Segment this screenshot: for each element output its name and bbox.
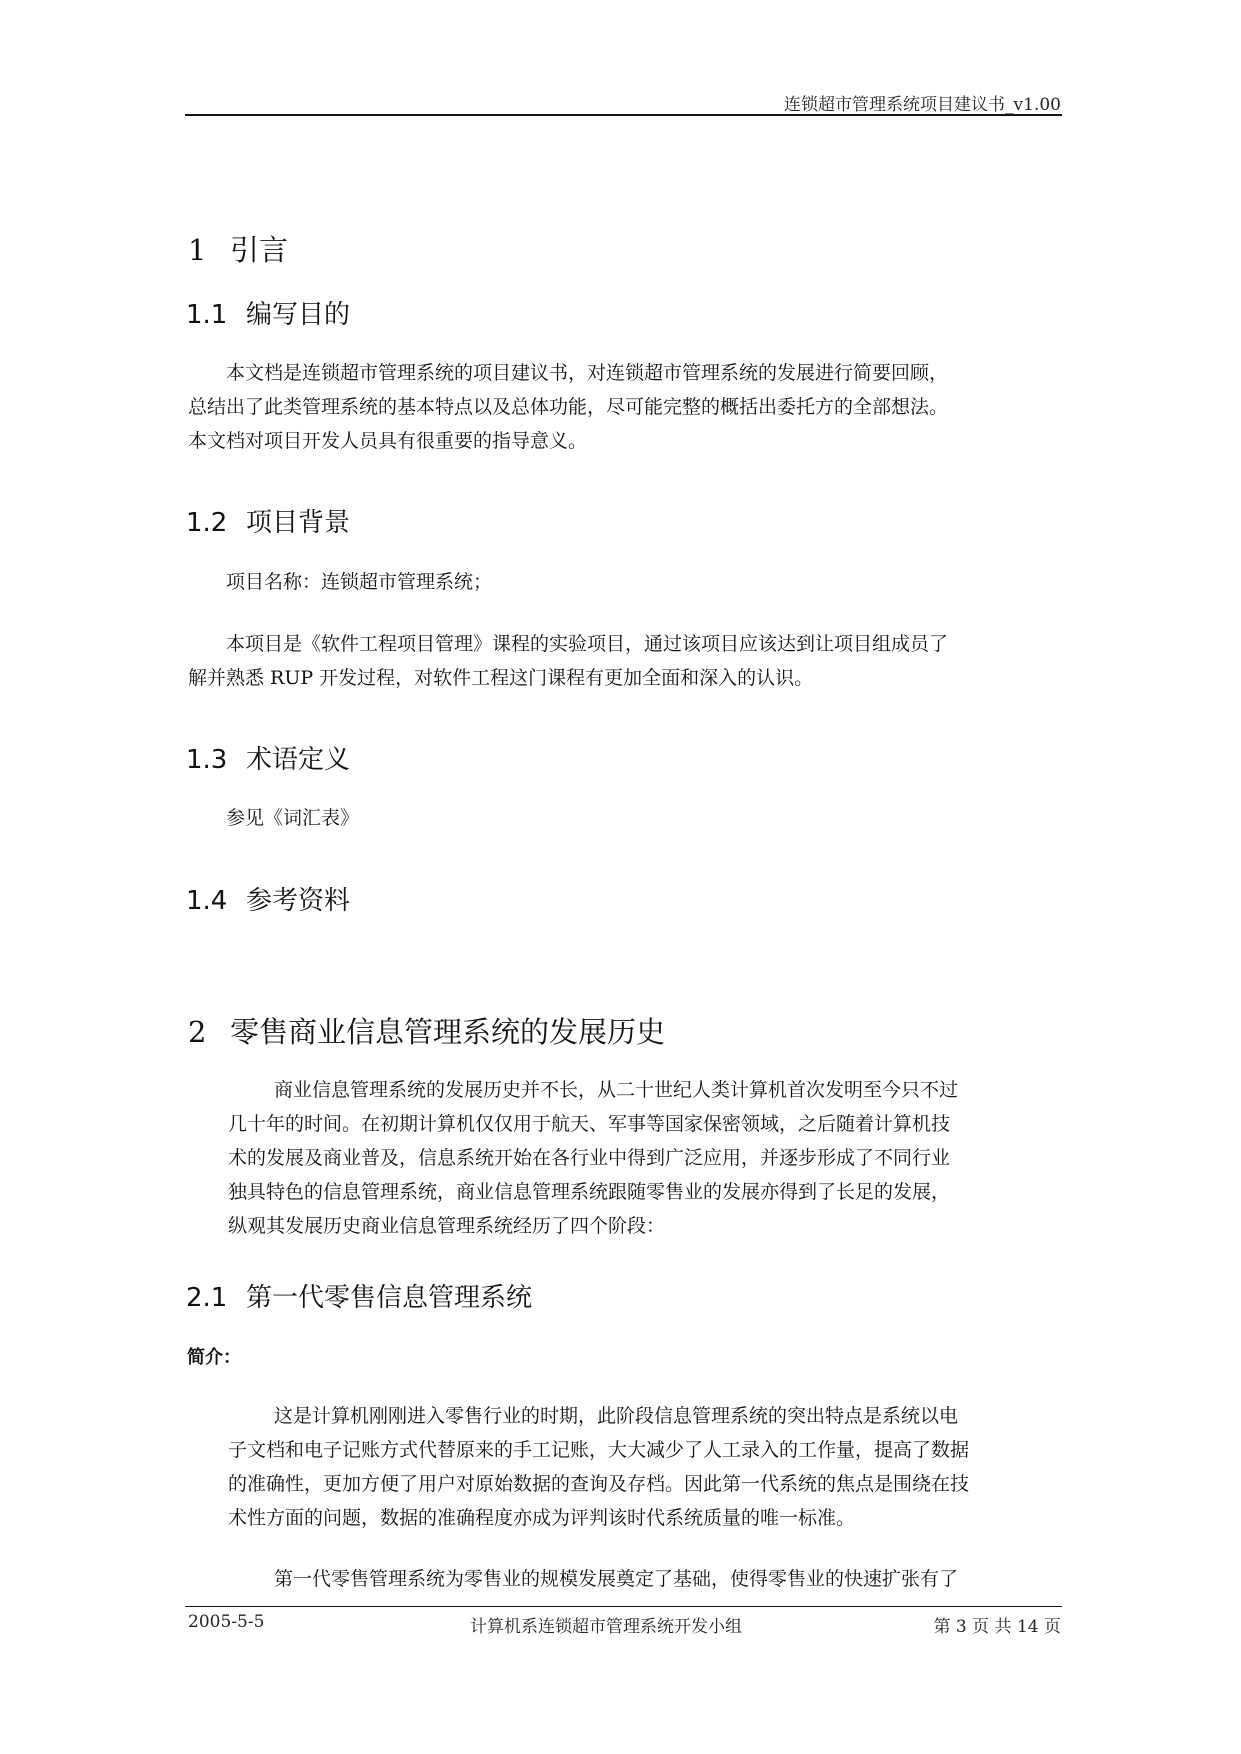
section-1-2-heading xyxy=(186,502,350,539)
section-number: 2 xyxy=(188,1015,207,1049)
section-1-4-heading xyxy=(186,880,350,917)
section-title: 术语定义 xyxy=(246,745,351,775)
section-number: 1 xyxy=(188,233,207,267)
footer-divider xyxy=(185,1606,1062,1607)
project-name-line: 项目名称：连锁超市管理系统； xyxy=(226,571,493,593)
footer-page-number: 第 3 页 共 14 页 xyxy=(933,1617,1061,1637)
section-number: 1.3 xyxy=(186,745,228,775)
section-2-1-heading xyxy=(186,1277,532,1314)
section-title: 第一代零售信息管理系统 xyxy=(246,1283,533,1313)
paragraph-line: 术的发展及商业普及，信息系统开始在各行业中得到广泛应用，并逐步形成了不同行业 xyxy=(228,1147,951,1169)
paragraph-line: 这是计算机刚刚进入零售行业的时期，此阶段信息管理系统的突出特点是系统以电 xyxy=(274,1405,959,1427)
section-number: 1.1 xyxy=(186,300,228,330)
section-title: 参考资料 xyxy=(246,886,351,916)
section-number: 1.4 xyxy=(186,886,228,916)
paragraph-line: 独具特色的信息管理系统，商业信息管理系统跟随零售业的发展亦得到了长足的发展， xyxy=(228,1181,951,1203)
header-divider xyxy=(185,114,1062,116)
section-title: 引言 xyxy=(230,233,289,267)
paragraph-line: 的准确性，更加方便了用户对原始数据的查询及存档。因此第一代系统的焦点是围绕在技 xyxy=(228,1473,970,1495)
section-1-3-heading xyxy=(186,739,350,776)
section-title: 项目背景 xyxy=(246,508,351,538)
paragraph-line: 本文档是连锁超市管理系统的项目建议书，对连锁超市管理系统的发展进行简要回顾， xyxy=(226,362,949,384)
paragraph-line: 子文档和电子记账方式代替原来的手工记账，大大减少了人工录入的工作量，提高了数据 xyxy=(228,1439,970,1461)
section-number: 1.2 xyxy=(186,508,228,538)
intro-label: 简介： xyxy=(187,1347,241,1368)
section-2-1-last-line: 第一代零售管理系统为零售业的规模发展奠定了基础，使得零售业的快速扩张有了 xyxy=(274,1568,959,1590)
section-1-1-paragraph xyxy=(188,356,948,458)
paragraph-line: 纵观其发展历史商业信息管理系统经历了四个阶段： xyxy=(228,1215,666,1237)
paragraph-line: 总结出了此类管理系统的基本特点以及总体功能，尽可能完整的概括出委托方的全部想法。 xyxy=(188,396,949,418)
paragraph-line: 术性方面的问题，数据的准确程度亦成为评判该时代系统质量的唯一标准。 xyxy=(228,1507,856,1529)
section-1-2-paragraph xyxy=(188,627,948,695)
footer-date: 2005-5-5 xyxy=(188,1612,265,1632)
paragraph-line: 本项目是《软件工程项目管理》课程的实验项目，通过该项目应该达到让项目组成员了 xyxy=(226,633,949,655)
paragraph-line: 本文档对项目开发人员具有很重要的指导意义。 xyxy=(188,430,588,452)
section-title: 零售商业信息管理系统的发展历史 xyxy=(230,1015,666,1049)
section-1-heading xyxy=(188,228,288,269)
section-2-heading xyxy=(188,1010,665,1051)
section-number: 2.1 xyxy=(186,1283,228,1313)
paragraph-line: 解并熟悉 RUP 开发过程，对软件工程这门课程有更加全面和深入的认识。 xyxy=(188,667,814,689)
section-1-1-heading xyxy=(186,294,350,331)
footer-organization: 计算机系连锁超市管理系统开发小组 xyxy=(470,1617,742,1637)
glossary-reference: 参见《词汇表》 xyxy=(226,807,360,829)
section-2-paragraph xyxy=(228,1073,958,1243)
paragraph-line: 商业信息管理系统的发展历史并不长，从二十世纪人类计算机首次发明至今只不过 xyxy=(274,1079,959,1101)
paragraph-line: 几十年的时间。在初期计算机仅仅用于航天、军事等国家保密领域，之后随着计算机技 xyxy=(228,1113,951,1135)
section-title: 编写目的 xyxy=(246,300,351,330)
section-2-1-paragraph xyxy=(228,1399,969,1535)
page-header-title: 连锁超市管理系统项目建议书_v1.00 xyxy=(784,95,1061,115)
